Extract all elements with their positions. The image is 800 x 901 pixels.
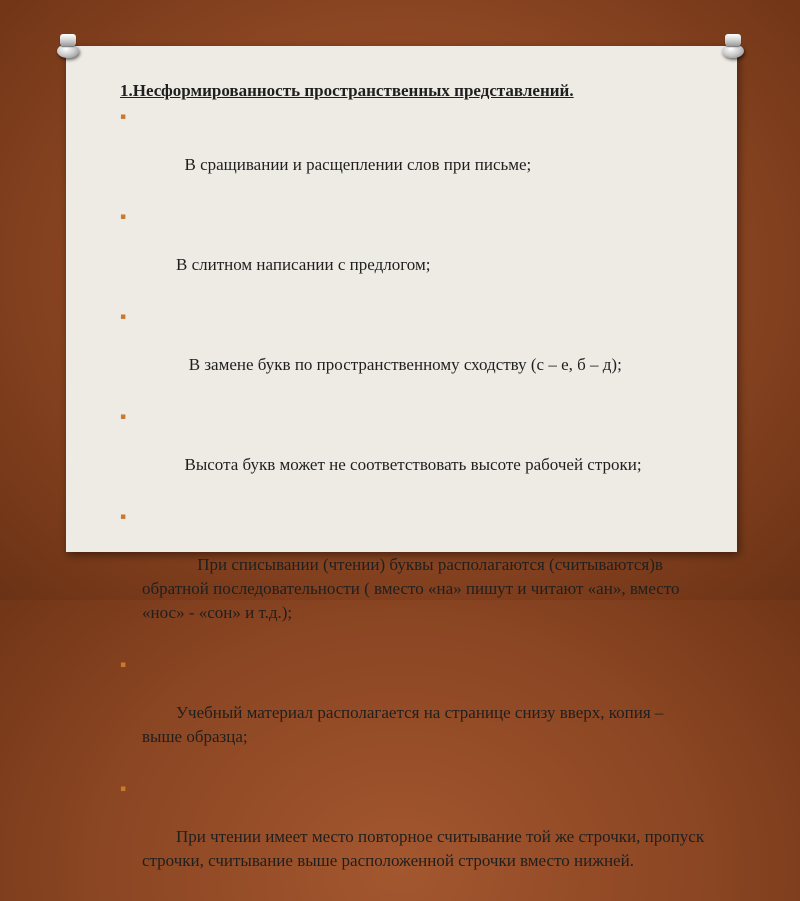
square-bullet-icon: ▪ — [120, 784, 127, 794]
list-item — [120, 505, 705, 649]
list-item — [120, 777, 709, 897]
pushpin-base — [57, 44, 79, 58]
list-item — [120, 105, 705, 201]
list-item-text: В сращивании и расщеплении слов при письме; — [176, 155, 532, 174]
paper-card — [66, 46, 737, 870]
pushpin-icon — [722, 34, 744, 60]
square-bullet-icon: ▪ — [120, 312, 127, 322]
list-item-text: При списывании (чтении) буквы располагаются (считываются)в обратной последовательности ( вместо «на» пишут и читают «ан», вместо «нос» - «сон» и т.д.); — [142, 555, 684, 622]
list-item-text: В слитном написании с предлогом; — [176, 255, 431, 274]
list-item-text: При чтении имеет место повторное считывание той же строчки, пропуск строчки, считывание выше расположенной строчки вместо нижней. — [142, 827, 709, 870]
pushpin-icon — [57, 34, 79, 60]
square-bullet-icon: ▪ — [120, 512, 127, 522]
slide-heading: 1.Несформированность пространственных представлений. — [120, 81, 574, 100]
list-item — [120, 405, 705, 501]
square-bullet-icon: ▪ — [120, 112, 127, 122]
list-item — [120, 205, 705, 301]
list-item — [120, 305, 705, 401]
pushpin-base — [722, 44, 744, 58]
square-bullet-icon: ▪ — [120, 212, 127, 222]
pushpin-head — [725, 34, 741, 46]
list-item-text: В замене букв по пространственному сходству (с – е, б – д); — [176, 355, 622, 374]
list-item-text: Учебный материал располагается на странице снизу вверх, копия – выше образца; — [142, 703, 668, 746]
square-bullet-icon: ▪ — [120, 412, 127, 422]
list-item — [120, 653, 705, 773]
slide-content — [120, 79, 709, 901]
list-item-text: Высота букв может не соответствовать высоте рабочей строки; — [176, 455, 642, 474]
bullet-list — [120, 105, 709, 897]
square-bullet-icon: ▪ — [120, 660, 127, 670]
pushpin-head — [60, 34, 76, 46]
